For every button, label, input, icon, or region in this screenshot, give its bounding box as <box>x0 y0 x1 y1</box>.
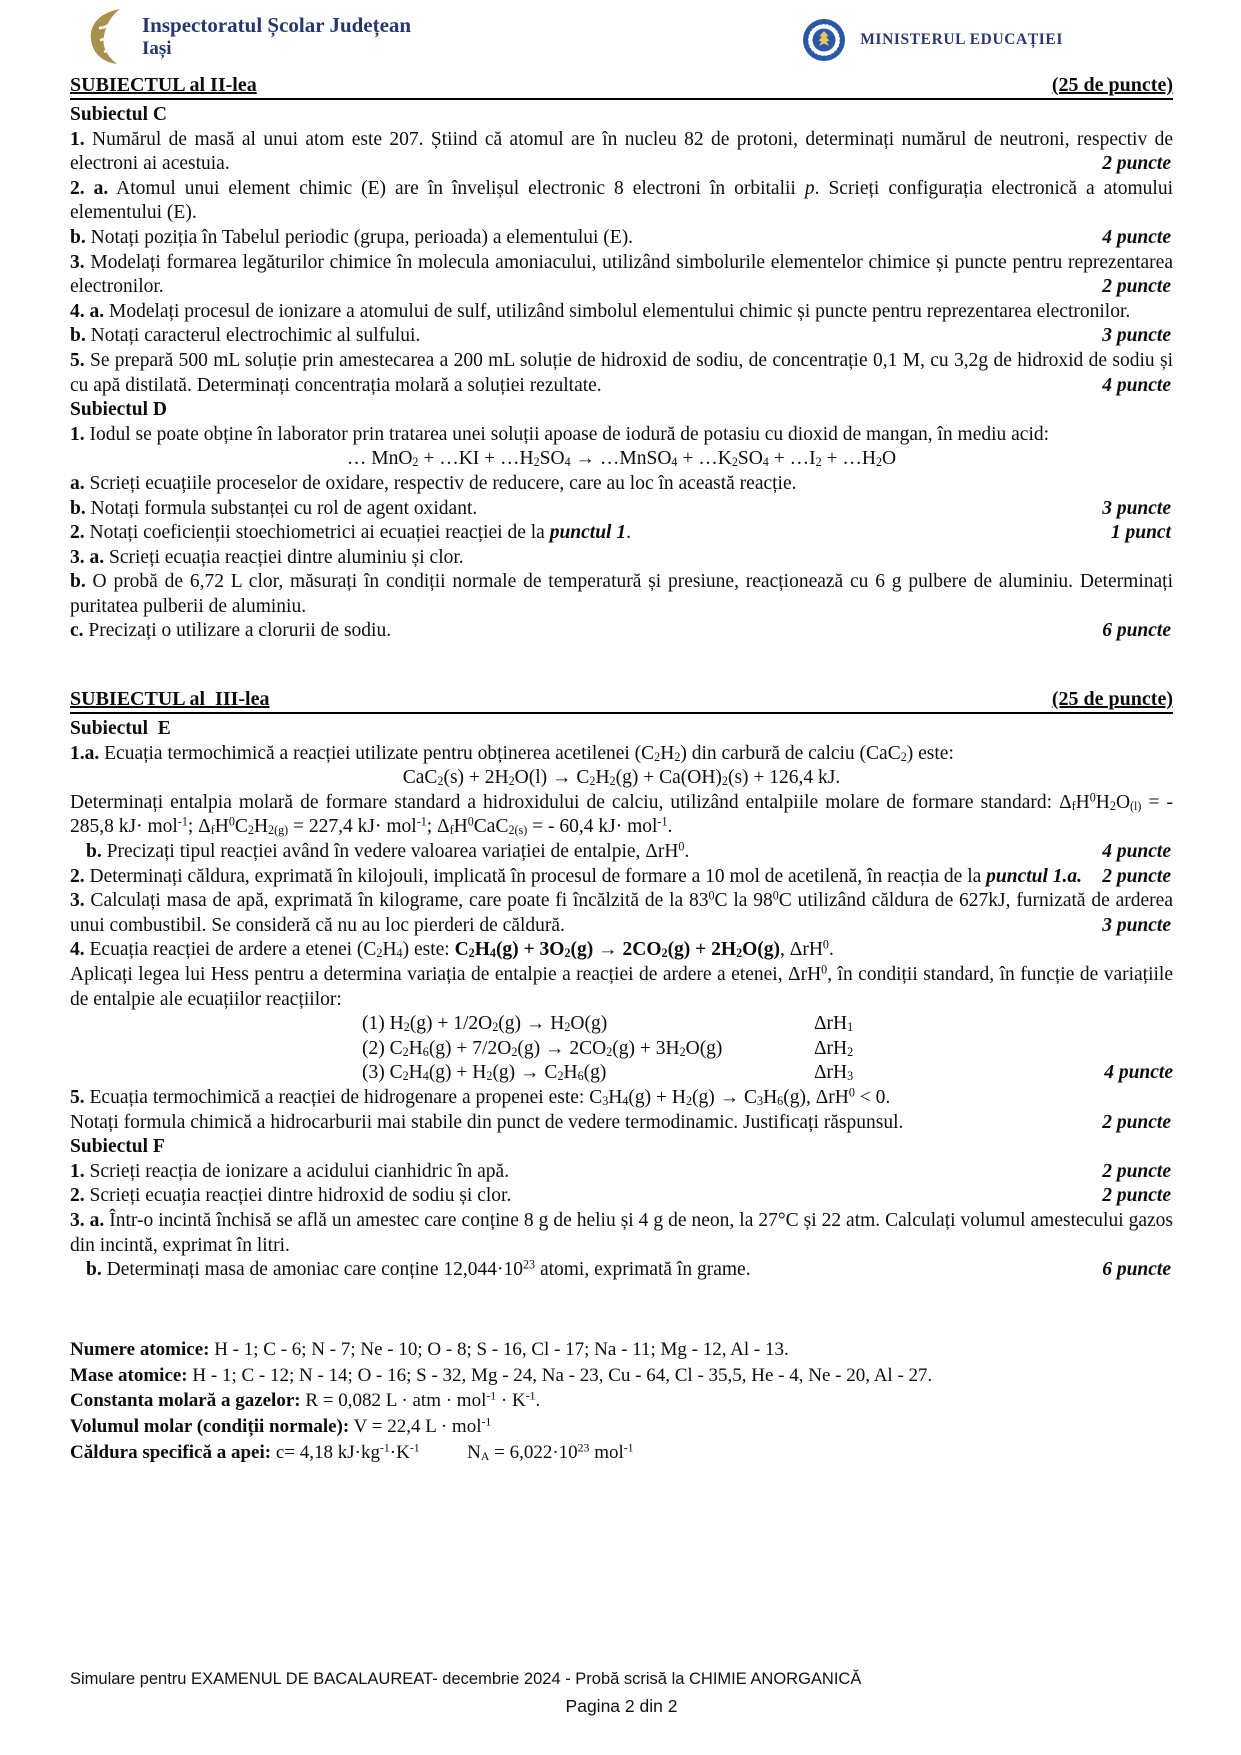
exam-paragraph: 2. Notați coeficienții stoechiometrici ai ecuației reacției de la punctul 1. 1 punct <box>70 521 1173 546</box>
page-header <box>84 8 1241 66</box>
subsection-heading: Subiectul D <box>70 399 167 421</box>
exam-paragraph: 2. a. Atomul unui element chimic (E) are în învelișul electronic 8 electroni în orbitalii p. Scrieți configurația electronică a atomului elementului (E). <box>70 177 1174 224</box>
subsection-heading: Subiectul C <box>70 104 167 125</box>
ministry-block <box>802 18 1241 62</box>
points-badge: 4 puncte <box>1102 841 1171 863</box>
points-badge: 3 puncte <box>1102 497 1171 519</box>
hess-equation-row <box>70 1037 1173 1062</box>
exam-paragraph: b. Notați formula substanței cu rol de agent oxidant. 3 puncte <box>70 497 1173 522</box>
constants-line: Volumul molar (condiții normale): V = 22,4 L · mol$^{-1}$ <box>70 1415 492 1438</box>
points-badge: 2 puncte <box>1102 276 1171 298</box>
section2-body <box>70 103 1173 644</box>
points-badge: 3 puncte <box>1102 325 1171 347</box>
exam-paragraph: b. Precizați tipul reacției având în vedere valoarea variației de entalpie, ΔrH$^0$. 4 puncte <box>70 840 1173 865</box>
isj-logo-icon <box>84 8 130 66</box>
section2-title: SUBIECTUL al II-lea <box>70 74 257 96</box>
section3-points: (25 de puncte) <box>1051 688 1173 711</box>
points-badge: 4 puncte <box>1104 1062 1173 1084</box>
exam-paragraph: 2. Determinați căldura, exprimată în kilojouli, implicată în procesul de formare a 10 mol de acetilenă, în reacția de la punctul 1.a. 2 puncte <box>70 865 1173 890</box>
exam-paragraph: 3. Modelați formarea legăturilor chimice în molecula amoniacului, utilizând simbolurile elementelor chimice și puncte pentru reprezentarea electronilor. 2 puncte <box>70 251 1173 300</box>
exam-paragraph: 3. Calculați masa de apă, exprimată în kilograme, care poate fi încălzită de la $83^0C$ la $98^0C$ utilizând căldura de 627kJ, furnizată de arderea unui combustibil. Se consideră că nu au loc pierderi de căldură. 3 puncte <box>70 889 1173 938</box>
chemical-equation: … MnO$_2$ + …KI + $\dots H_2SO_4$ → …MnSO$_4$ + $\dots K_2SO_4$ + $\dots I_2$ + $\dots H_2O$ <box>346 448 897 470</box>
points-badge: 2 puncte <box>1102 865 1171 887</box>
section3-body <box>70 717 1173 1283</box>
chemical-equation: $CaC_2(s) + 2H_2O(l) \to C_2H_2(g) + Ca(OH)_2(s) + 126,4$ kJ. <box>402 767 841 789</box>
exam-paragraph: 1. Iodul se poate obține în laborator prin tratarea unei soluții apoase de iodură de potasiu cu dioxid de mangan, în mediu acid: <box>70 423 1050 445</box>
exam-paragraph: 4. a. Modelați procesul de ionizare a atomului de sulf, utilizând simbolul elementului chimic și puncte pentru reprezentarea electronilor. <box>70 300 1131 322</box>
points-badge: 6 puncte <box>1102 1259 1171 1281</box>
exam-paragraph: b. Determinați masa de amoniac care conține $12,044\cdot 10^{23}$ atomi, exprimată în grame. 6 puncte <box>70 1258 1173 1283</box>
section3-title: SUBIECTUL al III-lea <box>70 688 270 711</box>
isj-city: Iași <box>142 38 172 60</box>
enthalpy-label: ΔrH$_2$ <box>814 1037 854 1059</box>
exam-paragraph: a. Scrieți ecuațiile proceselor de oxidare, respectiv de reducere, care au loc în această reacție. <box>70 472 797 494</box>
equation-text: (3) $C_2H_4(g) + H_2(g) \to C_2H_6(g)$ <box>362 1062 607 1084</box>
constants-line: Căldura specifică a apei: c= 4,18 $kJ\cdot kg^{-1}\cdot K^{-1}$ $N_A = 6,022\cdot 10^{23}$ mol$^{-1}$ <box>70 1441 634 1464</box>
section2-header <box>70 74 1173 100</box>
isj-logo-block <box>84 8 411 66</box>
equation-text: (2) $C_2H_6(g) + 7/2O_2(g) \to 2CO_2(g) + 3H_2O(g)$ <box>362 1037 723 1059</box>
constants-line: Constanta molară a gazelor: R = 0,082 L · atm · $mol^{-1} \cdot K^{-1}$. <box>70 1389 541 1412</box>
subsection-heading: Subiectul E <box>70 718 171 740</box>
exam-paragraph: Determinați entalpia molară de formare standard a hidroxidului de calciu, utilizând entalpiile molare de formare standard: $\Delta_fH^0H_2O_{(l)}$ = - 285,8 kJ· mol$^{-1}$; $\Delta_fH^0C_2H_{2(g)} = 227,4$ kJ· mol$^{-1}$; $\Delta_fH^0CaC_{2(s)}$ = - 60,4 kJ· mol$^{-1}$. <box>70 790 1173 838</box>
footer-exam-title: Simulare pentru EXAMENUL DE BACALAUREAT- decembrie 2024 - Probă scrisă la CHIMIE ANORGANICĂ <box>70 1670 862 1688</box>
points-badge: 4 puncte <box>1102 374 1171 396</box>
enthalpy-label: ΔrH$_3$ <box>814 1062 854 1084</box>
points-badge: 2 puncte <box>1102 153 1171 175</box>
exam-paragraph: 3. a. Scrieți ecuația reacției dintre aluminiu și clor. <box>70 546 464 568</box>
ministry-name: MINISTERUL EDUCAȚIEI <box>860 31 1063 48</box>
section2-points: (25 de puncte) <box>1051 74 1173 96</box>
constants-line: Numere atomice: H - 1; C - 6; N - 7; Ne - 10; O - 8; S - 16, Cl - 17; Na - 11; Mg - 12, Al - 13. <box>70 1338 789 1360</box>
exam-paragraph: b. Notați poziția în Tabelul periodic (grupa, perioada) a elementului (E). 4 puncte <box>70 226 1173 251</box>
isj-text <box>142 13 411 61</box>
exam-paragraph: 4. Ecuația reacției de ardere a etenei $(C_2H_4)$ este: $C_2H_4(g) + 3O_2(g) \to 2CO_2(g) + 2H_2O(g)$, ΔrH$^0$. <box>70 937 834 961</box>
points-badge: 1 punct <box>1110 522 1171 544</box>
points-badge: 3 puncte <box>1102 914 1171 936</box>
exam-paragraph: Notați formula chimică a hidrocarburii mai stabile din punct de vedere termodinamic. Justificați răspunsul. 2 puncte <box>70 1111 1173 1136</box>
document-body <box>70 74 1173 1466</box>
exam-paragraph: c. Precizați o utilizare a clorurii de sodiu. 6 puncte <box>70 619 1173 644</box>
constants-line: Mase atomice: H - 1; C - 12; N - 14; O - 16; S - 32, Mg - 24, Na - 23, Cu - 64, Cl - 35,5, He - 4, Ne - 20, Al - 27. <box>70 1364 933 1386</box>
exam-paragraph: b. O probă de 6,72 L clor, măsurați în condiții normale de temperatură și presiune, reacționează cu 6 g pulbere de aluminiu. Determinați puritatea pulberii de aluminiu. <box>70 571 1173 617</box>
points-badge: 4 puncte <box>1102 226 1171 248</box>
constants-block <box>70 1337 1173 1466</box>
isj-name: Inspectoratul Școlar Județean <box>142 13 412 37</box>
equation-text: (1) $H_2(g) + 1/2O_2(g) \to H_2O(g)$ <box>362 1013 608 1035</box>
exam-paragraph: Aplicați legea lui Hess pentru a determina variația de entalpie a reacției de ardere a etenei, ΔrH$^0$, în condiții standard, în funcție de variațiile de entalpie ale ecuațiilor reacțiilor: <box>70 962 1173 1010</box>
exam-paragraph: 1.a. Ecuația termochimică a reacției utilizate pentru obținerea acetilenei $(C_2H_2)$ din carbură de calciu (CaC$_2$) este: <box>70 742 954 764</box>
romanian-government-seal-icon <box>802 18 846 62</box>
points-badge: 2 puncte <box>1102 1185 1171 1207</box>
footer-page-number: Pagina 2 din 2 <box>565 1696 678 1716</box>
hess-equation-row <box>70 1012 1173 1037</box>
subsection-heading: Subiectul F <box>70 1136 165 1158</box>
exam-paragraph: b. Notați caracterul electrochimic al sulfului. 3 puncte <box>70 324 1173 349</box>
section3-header <box>70 688 1173 714</box>
exam-paragraph: 5. Ecuația termochimică a reacției de hidrogenare a propenei este: $C_3H_4(g) + H_2(g) \to C_3H_6(g)$, ΔrH$^0$ < 0. <box>70 1085 891 1109</box>
enthalpy-label: ΔrH$_1$ <box>814 1013 854 1035</box>
exam-paragraph: 5. Se prepară 500 mL soluție prin amestecarea a 200 mL soluție de hidroxid de sodiu, de concentrație 0,1 M, cu 3,2g de hidroxid de sodiu și cu apă distilată. Determinați concentrația molară a soluției rezultate. 4 puncte <box>70 349 1173 398</box>
points-badge: 6 puncte <box>1102 620 1171 642</box>
exam-paragraph: 1. Numărul de masă al unui atom este 207. Știind că atomul are în nucleu 82 de protoni, determinați numărul de neutroni, respectiv de electroni ai acestuia. 2 puncte <box>70 128 1173 177</box>
page-footer <box>70 1670 1173 1717</box>
exam-paragraph: 1. Scrieți reacția de ionizare a acidului cianhidric în apă. 2 puncte <box>70 1160 1173 1185</box>
exam-paragraph: 2. Scrieți ecuația reacției dintre hidroxid de sodiu și clor. 2 puncte <box>70 1184 1173 1209</box>
hess-equation-row <box>70 1061 1173 1086</box>
points-badge: 2 puncte <box>1102 1160 1171 1182</box>
points-badge: 2 puncte <box>1102 1111 1171 1133</box>
exam-paragraph: 3. a. Într-o incintă închisă se află un amestec care conține 8 g de heliu și 4 g de neon, la 27°C și 22 atm. Calculați volumul amestecului gazos din incintă, exprimat în litri. <box>70 1209 1174 1256</box>
